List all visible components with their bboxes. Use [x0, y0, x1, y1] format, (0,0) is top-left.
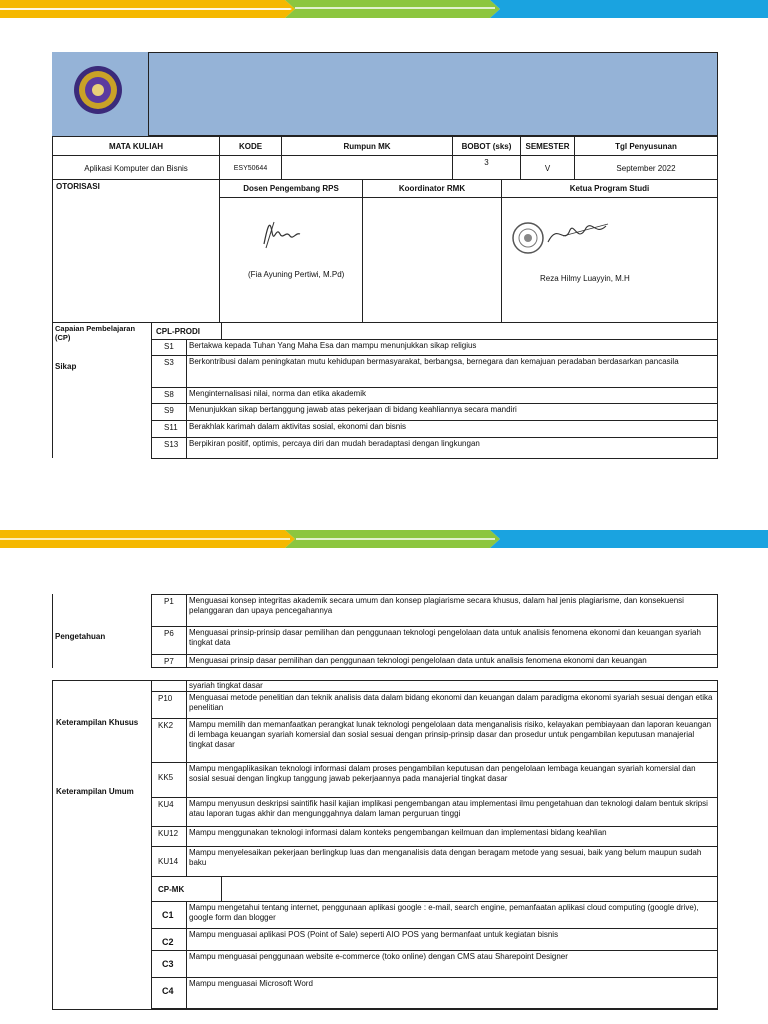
row-text: Mampu mengaplikasikan teknologi informasi dalam proses pengambilan keputusan dan pengelolaan lembaga keuangan syariah komersial dan sosial sesuai dengan lingkup tanggung jawab pekerjaannya pada manajerial tingkat dasar [186, 762, 718, 798]
rumpun-value [281, 155, 453, 180]
row-code: P1 [151, 594, 187, 627]
row-code: C3 [151, 950, 187, 978]
row-text: Menguasai prinsip-prinsip dasar pemilihan dan penggunaan teknologi pengelolaan data untuk analisis fenomena ekonomi dan keuangan syariah tingkat data [186, 626, 718, 655]
koordinator-signature-cell [362, 197, 502, 323]
row-code: S9 [151, 403, 187, 421]
row-code: P10 [151, 691, 187, 719]
cpmk-label: CP-MK [151, 876, 222, 902]
row-text: Mampu memilih dan memanfaatkan perangkat lunak teknologi pengelolaan data menganalisis risiko, kelayakan pembiayaan dan laporan keuangan di lembaga keuangan syariah komersial dan sosial sesuai dengan prinsip-prinsip dasar dan prosedur untuk pengambilan keputusan manajerial tingkat dasar [186, 718, 718, 763]
row-text: Mampu menguasai aplikasi POS (Point of Sale) seperti AIO POS yang bermanfaat untuk kegiatan bisnis [186, 928, 718, 951]
dosen-signature-cell [219, 197, 363, 323]
cpl-label: CPL-PRODI [151, 322, 222, 340]
row-code: P7 [151, 654, 187, 668]
left-border [52, 680, 53, 1010]
row-code: KK5 [151, 762, 187, 798]
sikap-label: Sikap [55, 362, 77, 371]
row-text: Berakhlak karimah dalam aktivitas sosial, ekonomi dan bisnis [186, 420, 718, 438]
row-text: Menguasai konsep integritas akademik secara umum dan konsep plagiarisme secara khusus, dalam hal jenis plagiarisme, dan konsekuensi pelanggaran dan upaya pencegahannya [186, 594, 718, 627]
mata-kuliah-label: MATA KULIAH [52, 136, 220, 156]
row-text: Berpikiran positif, optimis, percaya diri dan mudah beradaptasi dengan lingkungan [186, 437, 718, 459]
bobot-value: 3 [452, 155, 521, 180]
row-text: Mampu menguasai Microsoft Word [186, 977, 718, 1009]
rumpun-label: Rumpun MK [281, 136, 453, 156]
koordinator-label: Koordinator RMK [362, 179, 502, 198]
pengetahuan-left [52, 594, 152, 668]
logo-cell [52, 52, 149, 136]
row-code: KU4 [151, 797, 187, 827]
kode-label: KODE [219, 136, 282, 156]
row-code: C4 [151, 977, 187, 1009]
dosen-name: (Fia Ayuning Pertiwi, M.Pd) [248, 270, 345, 279]
row-text: Menunjukkan sikap bertanggung jawab atas pekerjaan di bidang keahliannya secara mandiri [186, 403, 718, 421]
dosen-signature-icon [256, 214, 306, 254]
continuation-text: syariah tingkat dasar [186, 680, 718, 692]
row-text: Berkontribusi dalam peningkatan mutu kehidupan bermasyarakat, berbangsa, bernegara dan kemajuan peradaban berdasarkan pancasila [186, 355, 718, 388]
row-text: Mampu menggunakan teknologi informasi dalam konteks pengembangan keilmuan dan implementasi bidang keahlian [186, 826, 718, 847]
mata-kuliah-value: Aplikasi Komputer dan Bisnis [52, 155, 220, 180]
row-code: S13 [151, 437, 187, 459]
otorisasi-label: OTORISASI [52, 179, 220, 323]
row-code: S3 [151, 355, 187, 388]
semester-value: V [520, 155, 575, 180]
header-banner [52, 52, 718, 136]
row-text: Mampu mengetahui tentang internet, penggunaan aplikasi google : e-mail, search engine, pemanfaatan aplikasi cloud computing (google drive), google form dan blogger [186, 901, 718, 929]
row-text: Menginternalisasi nilai, norma dan etika akademik [186, 387, 718, 404]
tgl-label: Tgl Penyusunan [574, 136, 718, 156]
row-text: Mampu menyusun deskripsi saintifik hasil kajian implikasi pengembangan atau implementasi ilmu pengetahuan dan teknologi dalam bentuk skripsi atau laporan tugas akhir dan mengunggahnya dalam laman perguruan tinggi [186, 797, 718, 827]
row-code: S1 [151, 339, 187, 356]
dosen-label: Dosen Pengembang RPS [219, 179, 363, 198]
kode-value: ESY50644 [219, 155, 282, 180]
row-code: S11 [151, 420, 187, 438]
middle-color-band [0, 530, 768, 548]
kaprodi-name: Reza Hilmy Luayyin, M.H [540, 274, 630, 283]
row-text: Mampu menyelesaikan pekerjaan berlingkup luas dan menganalisis data dengan beragam metode yang sesuai, baik yang belum maupun sudah baku [186, 846, 718, 877]
row-code: C2 [151, 928, 187, 951]
row-code: P6 [151, 626, 187, 655]
bobot-label: BOBOT (sks) [452, 136, 521, 156]
kaprodi-signature-cell [501, 197, 718, 323]
semester-label: SEMESTER [520, 136, 575, 156]
row-text: Bertakwa kepada Tuhan Yang Maha Esa dan mampu menunjukkan sikap religius [186, 339, 718, 356]
row-code: S8 [151, 387, 187, 404]
row-text: Mampu menguasai penggunaan website e-commerce (toko online) dengan CMS atau Sharepoint Designer [186, 950, 718, 978]
row-code: KK2 [151, 718, 187, 763]
row-code: KU14 [151, 846, 187, 877]
row-text: Menguasai prinsip dasar pemilihan dan penggunaan teknologi pengelolaan data untuk analisis fenomena ekonomi dan keuangan [186, 654, 718, 668]
university-seal-icon [52, 52, 149, 136]
official-stamp-icon [508, 216, 618, 260]
cp-left-column [52, 322, 152, 458]
row-code: C1 [151, 901, 187, 929]
pengetahuan-label: Pengetahuan [55, 632, 106, 641]
cp-label: Capaian Pembelajaran (CP) [55, 324, 136, 342]
bottom-border [52, 1009, 718, 1010]
top-color-band [0, 0, 768, 18]
cpl-header-blank [221, 322, 718, 340]
row-text: Menguasai metode penelitian dan teknik analisis data dalam bidang ekonomi dan keuangan dalam paradigma ekonomi syariah sesuai dengan etika penelitian [186, 691, 718, 719]
keterampilan-khusus-label: Keterampilan Khusus [56, 718, 139, 727]
tgl-value: September 2022 [574, 155, 718, 180]
cpmk-header-blank [221, 876, 718, 902]
kaprodi-label: Ketua Program Studi [501, 179, 718, 198]
row-code: KU12 [151, 826, 187, 847]
keterampilan-umum-label: Keterampilan Umum [56, 787, 134, 796]
